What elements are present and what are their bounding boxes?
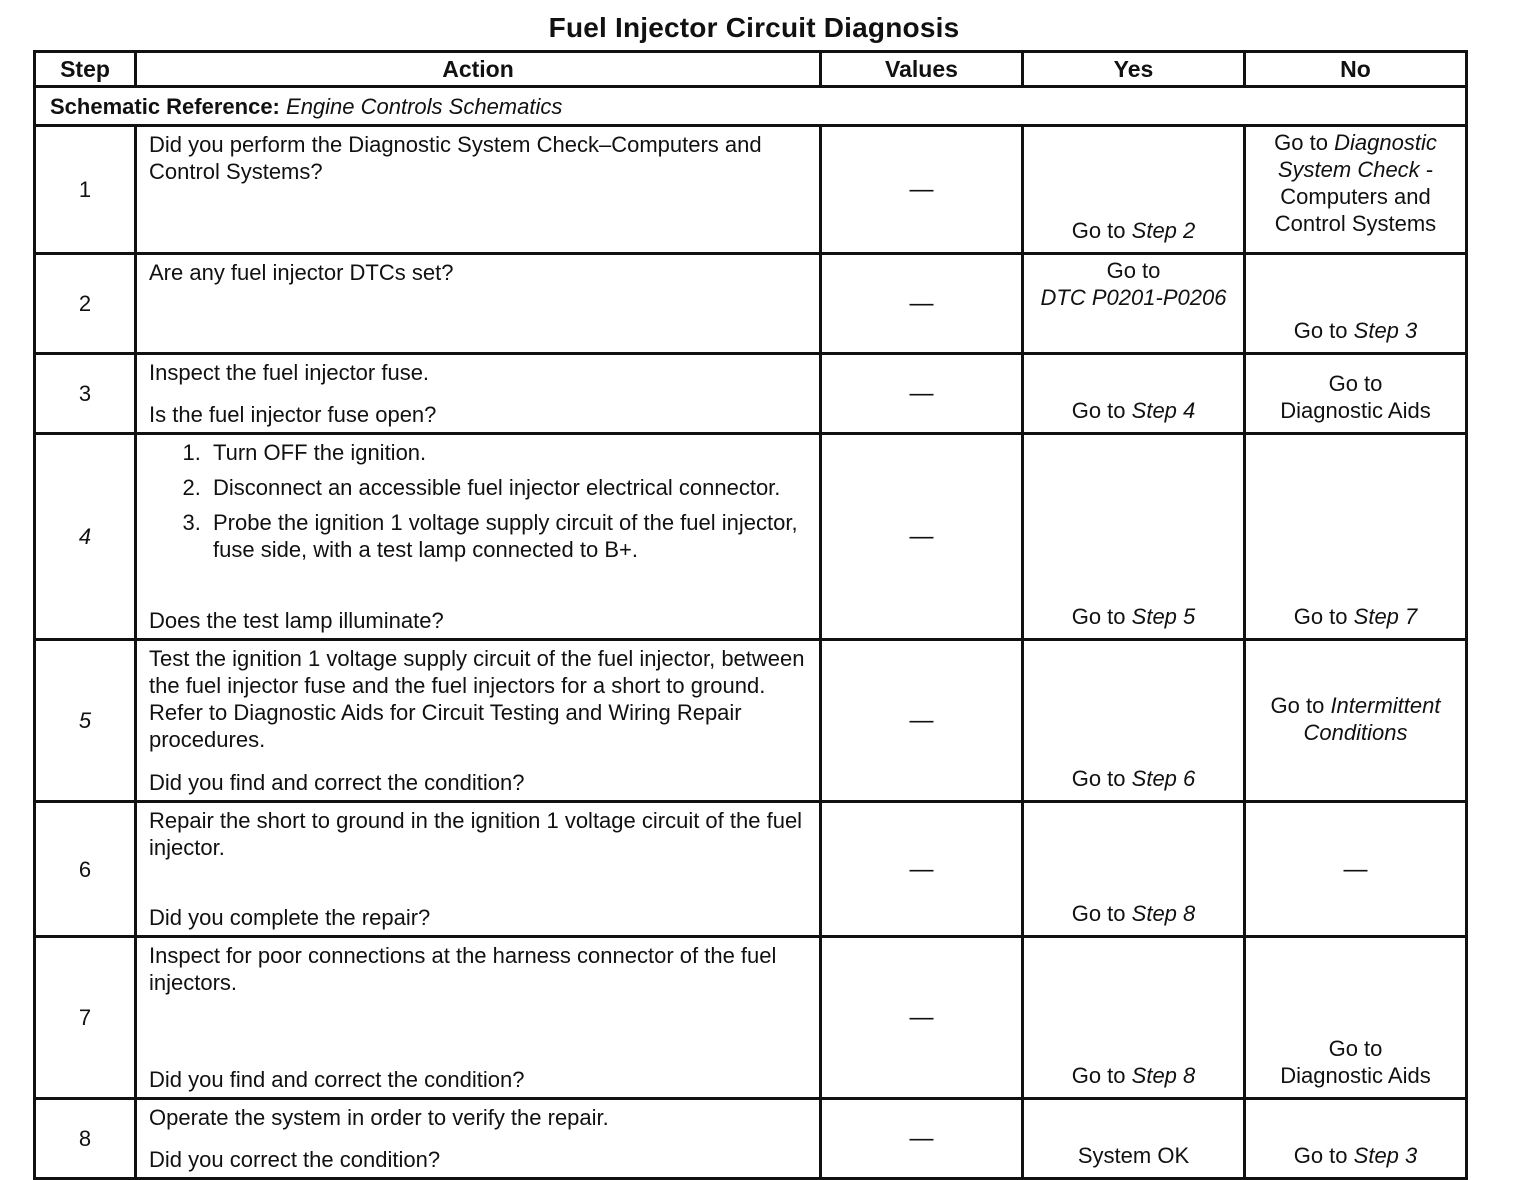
header-values: Values (821, 52, 1023, 87)
no-cell: Go to Diagnostic Aids (1245, 937, 1467, 1099)
table-row (35, 802, 1467, 937)
go-to-label: Go to (1071, 218, 1126, 243)
no-cell: — (1245, 802, 1467, 937)
yes-cell: Go to DTC P0201-P0206 (1023, 254, 1245, 354)
action-cell (136, 937, 821, 1099)
yes-link[interactable]: Step 8 (1131, 1063, 1196, 1088)
action-text: Inspect the fuel injector fuse. (149, 360, 430, 385)
step-number: 7 (35, 937, 136, 1099)
action-text: Test the ignition 1 voltage supply circuit of the fuel injector, between the fuel injector fuse and the fuel injectors for a short to ground. Refer to Diagnostic Aids for Circuit Testing and Wiring Repair procedures. (149, 646, 805, 752)
values-cell: — (821, 254, 1023, 354)
action-question: Is the fuel injector fuse open? (149, 402, 437, 427)
yes-cell: Go to Step 8 (1023, 937, 1245, 1099)
header-action: Action (136, 52, 821, 87)
no-cell: Go to Diagnostic Aids (1245, 354, 1467, 434)
list-item: 2. Disconnect an accessible fuel injector electrical connector. (207, 474, 811, 501)
no-link[interactable]: Diagnostic Aids (1280, 1063, 1431, 1088)
no-link[interactable]: Step 3 (1353, 318, 1418, 343)
header-no: No (1245, 52, 1467, 87)
header-yes: Yes (1023, 52, 1245, 87)
table-row (35, 254, 1467, 354)
yes-link[interactable]: Step 5 (1131, 604, 1196, 629)
action-question: Did you correct the condition? (149, 1147, 441, 1172)
action-cell (136, 802, 821, 937)
schematic-link[interactable]: Engine Controls Schematics (286, 93, 563, 119)
action-question: Did you find and correct the condition? (149, 770, 525, 795)
page-title: Fuel Injector Circuit Diagnosis (548, 12, 960, 43)
no-cell: Go to Step 3 (1245, 254, 1467, 354)
values-cell: — (821, 434, 1023, 640)
step-number: 2 (35, 254, 136, 354)
no-link[interactable]: Step 7 (1353, 604, 1418, 629)
schematic-label: Schematic Reference: (50, 93, 280, 119)
table-row (35, 640, 1467, 802)
yes-cell: Go to Step 4 (1023, 354, 1245, 434)
yes-link[interactable]: Step 2 (1131, 218, 1196, 243)
diagnosis-table (33, 50, 1468, 1180)
yes-cell: Go to Step 6 (1023, 640, 1245, 802)
no-link[interactable]: Intermittent Conditions (1303, 692, 1441, 745)
action-cell (136, 126, 821, 254)
step-number: 4 (35, 434, 136, 640)
list-item: 1. Turn OFF the ignition. (207, 439, 811, 466)
step-number: 1 (35, 126, 136, 254)
yes-link[interactable]: Step 8 (1131, 901, 1196, 926)
header-step: Step (35, 52, 136, 87)
yes-link[interactable]: Step 6 (1131, 766, 1196, 791)
action-text: Inspect for poor connections at the harness connector of the fuel injectors. (149, 943, 777, 995)
action-question: Did you find and correct the condition? (149, 1067, 525, 1092)
table-row (35, 354, 1467, 434)
yes-cell: Go to Step 5 (1023, 434, 1245, 640)
values-cell: — (821, 354, 1023, 434)
values-cell: — (821, 1099, 1023, 1179)
yes-cell (1023, 1099, 1245, 1179)
values-cell: — (821, 126, 1023, 254)
no-cell: Go to Diagnostic System Check - Computers and Control Systems (1245, 126, 1467, 254)
yes-text: System OK (1077, 1143, 1190, 1168)
action-text: Are any fuel injector DTCs set? (149, 260, 454, 285)
action-list (149, 439, 811, 563)
action-question: Does the test lamp illuminate? (149, 608, 444, 633)
table-row (35, 937, 1467, 1099)
no-cell: Go to Step 3 (1245, 1099, 1467, 1179)
action-cell (136, 354, 821, 434)
schematic-row (35, 87, 1467, 126)
yes-link[interactable]: Step 4 (1131, 398, 1196, 423)
no-rest: - Computers and Control Systems (1274, 157, 1437, 236)
no-link[interactable]: Step 3 (1353, 1143, 1418, 1168)
table-row (35, 126, 1467, 254)
values-cell: — (821, 802, 1023, 937)
yes-cell: Go to Step 8 (1023, 802, 1245, 937)
no-link[interactable]: Diagnostic System Check (1277, 130, 1437, 182)
table-row (35, 434, 1467, 640)
action-question: Did you complete the repair? (149, 905, 431, 930)
action-text: Operate the system in order to verify the repair. (149, 1105, 609, 1130)
action-text: Did you perform the Diagnostic System Check–Computers and Control Systems? (149, 132, 762, 184)
step-number: 5 (35, 640, 136, 802)
action-cell (136, 1099, 821, 1179)
no-cell: Go to Intermittent Conditions (1245, 640, 1467, 802)
yes-cell (1023, 126, 1245, 254)
no-link[interactable]: Diagnostic Aids (1280, 398, 1431, 423)
yes-link[interactable]: DTC P0201-P0206 (1040, 285, 1227, 310)
values-cell: — (821, 640, 1023, 802)
list-item: 3. Probe the ignition 1 voltage supply circuit of the fuel injector, fuse side, with a test lamp connected to B+. (207, 509, 811, 563)
action-cell (136, 434, 821, 640)
no-cell: Go to Step 7 (1245, 434, 1467, 640)
values-cell: — (821, 937, 1023, 1099)
step-number: 8 (35, 1099, 136, 1179)
action-cell (136, 254, 821, 354)
table-row (35, 1099, 1467, 1179)
step-number: 6 (35, 802, 136, 937)
action-cell (136, 640, 821, 802)
header-row (35, 52, 1467, 87)
step-number: 3 (35, 354, 136, 434)
action-text: Repair the short to ground in the ignition 1 voltage circuit of the fuel injector. (149, 808, 803, 860)
